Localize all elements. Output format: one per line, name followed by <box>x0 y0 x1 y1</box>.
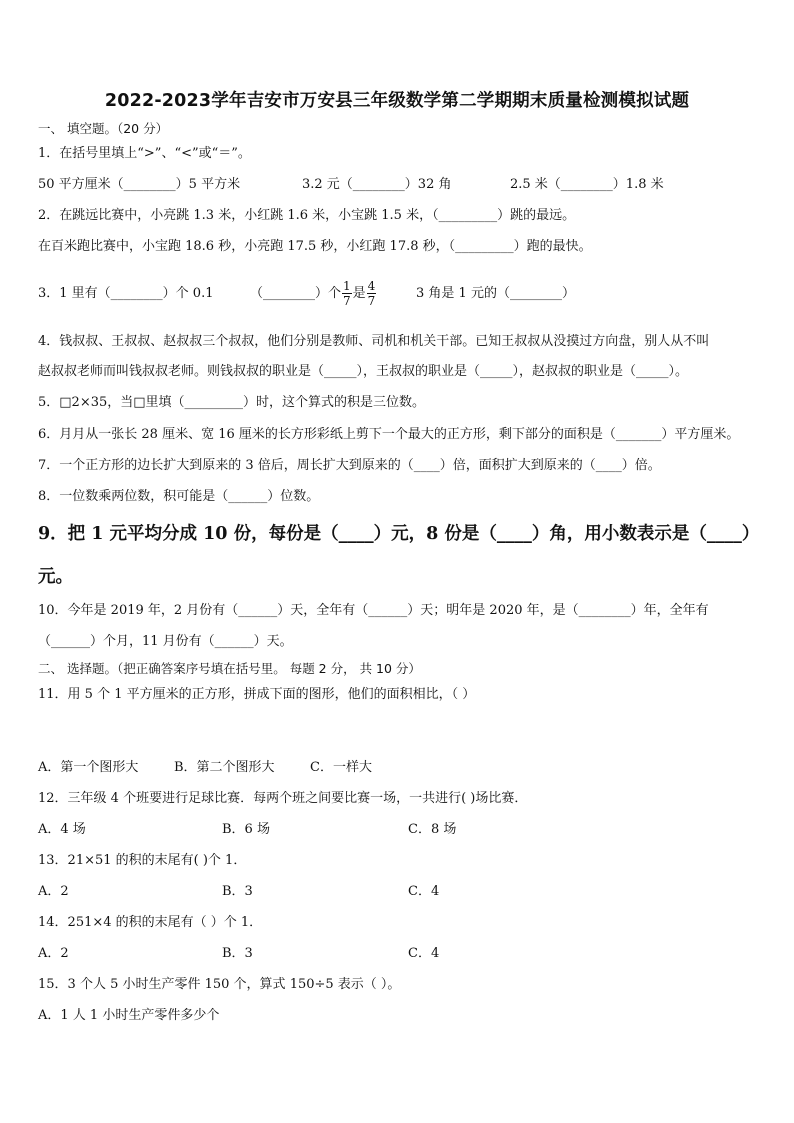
question-1-b: 3.2 元（________）32 角 <box>302 177 452 192</box>
question-15-option-a: A．1 人 1 小时生产零件多少个 <box>38 1008 220 1023</box>
question-3-part-2 <box>250 278 377 310</box>
question-14-stem: 14．251×4 的积的末尾有（ ）个 1． <box>38 915 263 930</box>
question-1-a: 50 平方厘米（________）5 平方米 <box>38 177 241 192</box>
question-6: 6．月月从一张长 28 厘米、宽 16 厘米的长方形彩纸上剪下一个最大的正方形，剩下部分的面积是（_______）平方厘米。 <box>38 427 740 442</box>
option-c: C．一样大 <box>310 760 372 775</box>
fraction-numerator: 4 <box>367 279 376 293</box>
fraction-one-seventh <box>342 279 352 308</box>
question-3-part-3: 3 角是 1 元的（________） <box>416 286 575 301</box>
option-a: A．2 <box>38 946 69 961</box>
question-4-line-1: 4．钱叔叔、王叔叔、赵叔叔三个叔叔，他们分别是教师、司机和机关干部。已知王叔叔从没摸过方向盘，别人从不叫 <box>38 334 710 349</box>
option-b: B．3 <box>222 884 253 899</box>
option-a: A．4 场 <box>38 822 86 837</box>
option-b: B．6 场 <box>222 822 270 837</box>
option-c: C．4 <box>408 884 440 899</box>
question-2-line-2: 在百米跑比赛中，小宝跑 18.6 秒，小亮跑 17.5 秒，小红跑 17.8 秒，（_________）跑的最快。 <box>38 239 592 254</box>
section-heading-fill-blank: 一、 填空题。（20 分） <box>38 121 169 136</box>
question-1-c: 2.5 米（________）1.8 米 <box>510 177 664 192</box>
question-8: 8．一位数乘两位数，积可能是（______）位数。 <box>38 489 320 504</box>
question-1-stem: 1．在括号里填上“>”、“<”或“＝”。 <box>38 146 251 161</box>
question-10-line-2: （______）个月，11 月份有（______）天。 <box>38 634 293 649</box>
question-5: 5．□2×35，当□里填（_________）时，这个算式的积是三位数。 <box>38 395 426 410</box>
fraction-numerator: 1 <box>343 279 351 293</box>
question-10-line-1: 10．今年是 2019 年，2 月份有（______）天，全年有（______）天；明年是 2020 年，是（________）年，全年有 <box>38 603 709 618</box>
option-b: B．第二个图形大 <box>174 760 275 775</box>
question-9-line-1: 9．把 1 元平均分成 10 份，每份是（____）元，8 份是（____）角，用小数表示是（____） <box>38 524 760 544</box>
fraction-four-sevenths <box>367 279 377 308</box>
question-3-part-2-text: （________）个 <box>250 286 342 301</box>
question-12-stem: 12．三年级 4 个班要进行足球比赛．每两个班之间要比赛一场，一共进行( )场比赛． <box>38 791 528 806</box>
question-13-stem: 13．21×51 的积的末尾有( )个 1． <box>38 853 247 868</box>
question-3-is: 是 <box>352 286 366 301</box>
question-11-stem: 11．用 5 个 1 平方厘米的正方形，拼成下面的图形，他们的面积相比，（ ） <box>38 687 476 702</box>
question-4-line-2: 赵叔叔老师而叫钱叔叔老师。则钱叔叔的职业是（_____），王叔叔的职业是（_____），赵叔叔的职业是（_____）。 <box>38 364 689 379</box>
question-3-row <box>38 278 764 318</box>
question-7: 7．一个正方形的边长扩大到原来的 3 倍后，周长扩大到原来的（____）倍，面积扩大到原来的（____）倍。 <box>38 458 661 473</box>
question-3-part-1: 3．1 里有（________）个 0.1 <box>38 286 214 301</box>
option-c: C．8 场 <box>408 822 457 837</box>
fraction-denominator: 7 <box>367 294 376 308</box>
option-a: A．2 <box>38 884 69 899</box>
option-a: A．第一个图形大 <box>38 760 139 775</box>
fraction-denominator: 7 <box>343 294 351 308</box>
option-b: B．3 <box>222 946 253 961</box>
question-9-line-2: 元。 <box>38 567 73 587</box>
question-2-line-1: 2．在跳远比赛中，小亮跳 1.3 米，小红跳 1.6 米，小宝跳 1.5 米，（_________）跳的最远。 <box>38 208 576 223</box>
page-title: 2022-2023学年吉安市万安县三年级数学第二学期期末质量检测模拟试题 <box>104 91 690 111</box>
option-c: C．4 <box>408 946 440 961</box>
question-15-stem: 15．3 个人 5 小时生产零件 150 个，算式 150÷5 表示（ ）。 <box>38 977 401 992</box>
section-heading-choice: 二、 选择题。（把正确答案序号填在括号里。 每题 2 分， 共 10 分） <box>38 661 421 676</box>
